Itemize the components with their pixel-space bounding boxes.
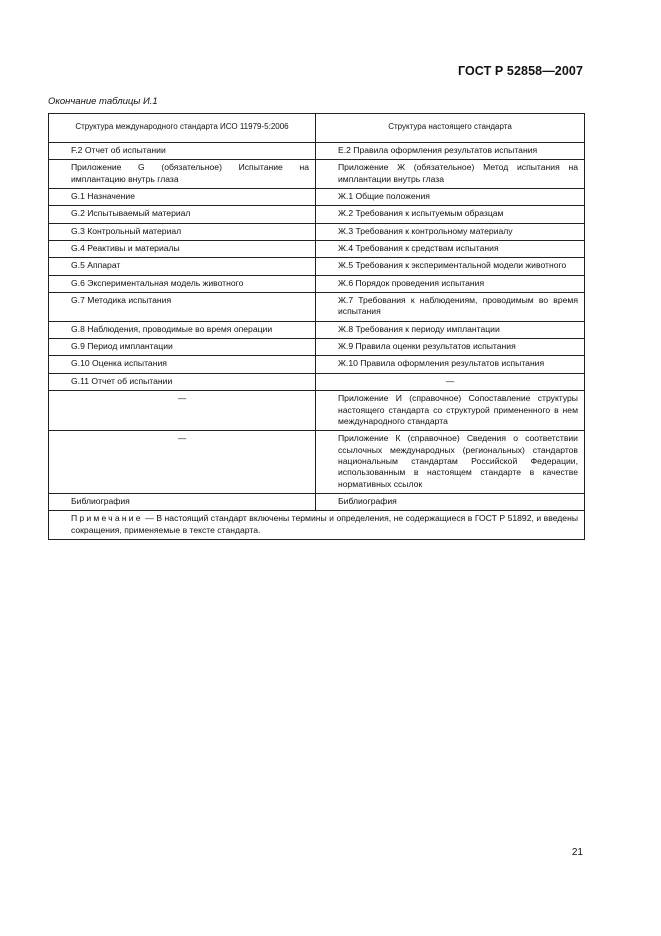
cell-international: G.5 Аппарат xyxy=(49,258,316,275)
column-header-international: Структура международного стандарта ИСО 11979-5:2006 xyxy=(49,114,316,143)
cell-international: G.8 Наблюдения, проводимые во время операции xyxy=(49,321,316,338)
cell-national: Ж.10 Правила оформления результатов испытания xyxy=(316,356,585,373)
cell-national: Ж.6 Порядок проведения испытания xyxy=(316,275,585,292)
table-row xyxy=(49,391,585,431)
cell-national: Ж.1 Общие положения xyxy=(316,189,585,206)
cell-national: Приложение Ж (обязательное) Метод испытания на имплантации внутрь глаза xyxy=(316,160,585,189)
document-code: ГОСТ Р 52858—2007 xyxy=(457,64,583,78)
cell-international: Приложение G (обязательное) Испытание на имплантацию внутрь глаза xyxy=(49,160,316,189)
cell-national: Ж.2 Требования к испытуемым образцам xyxy=(316,206,585,223)
cell-international: G.4 Реактивы и материалы xyxy=(49,241,316,258)
table-row xyxy=(49,160,585,189)
column-header-national: Структура настоящего стандарта xyxy=(316,114,585,143)
table-row xyxy=(49,241,585,258)
cell-international: G.3 Контрольный материал xyxy=(49,223,316,240)
cell-international-dash: — xyxy=(49,431,316,494)
correspondence-table xyxy=(48,113,585,540)
note-label: Примечание xyxy=(71,513,143,524)
cell-national: Ж.4 Требования к средствам испытания xyxy=(316,241,585,258)
cell-international: G.7 Методика испытания xyxy=(49,293,316,322)
note-text: — В настоящий стандарт включены термины и определения, не содержащиеся в ГОСТ Р 51892, и введены сокращения, применяемые в тексте стандарта. xyxy=(71,513,579,535)
cell-national: Ж.3 Требования к контрольному материалу xyxy=(316,223,585,240)
cell-national: Приложение К (справочное) Сведения о соответствии ссылочных международных (региональных) стандартов национальным стандартам Российской Федерации, использованным в настоящем стандарте в качестве нормативных ссылок xyxy=(316,431,585,494)
cell-national-dash: — xyxy=(316,373,585,390)
table-row xyxy=(49,275,585,292)
table-row xyxy=(49,223,585,240)
cell-national: Приложение И (справочное) Сопоставление структуры настоящего стандарта со структурой примененного в нем международного стандарта xyxy=(316,391,585,431)
table-row xyxy=(49,356,585,373)
table-note-row xyxy=(49,511,585,540)
cell-national: Ж.7 Требования к наблюдениям, проводимым во время испытания xyxy=(316,293,585,322)
table-row xyxy=(49,143,585,160)
table-row xyxy=(49,339,585,356)
cell-international: G.2 Испытываемый материал xyxy=(49,206,316,223)
table-row xyxy=(49,189,585,206)
table-note xyxy=(49,511,585,540)
table-row xyxy=(49,321,585,338)
cell-international: G.11 Отчет об испытании xyxy=(49,373,316,390)
cell-international: G.9 Период имплантации xyxy=(49,339,316,356)
cell-international: G.6 Экспериментальная модель животного xyxy=(49,275,316,292)
cell-international-dash: — xyxy=(49,391,316,431)
table-caption: Окончание таблицы И.1 xyxy=(48,96,158,107)
cell-national: Ж.5 Требования к экспериментальной модели животного xyxy=(316,258,585,275)
cell-international: F.2 Отчет об испытании xyxy=(49,143,316,160)
table-row xyxy=(49,258,585,275)
cell-national: Е.2 Правила оформления результатов испытания xyxy=(316,143,585,160)
page-number: 21 xyxy=(571,847,583,858)
cell-national: Библиография xyxy=(316,493,585,510)
table-header-row xyxy=(49,114,585,143)
table-row xyxy=(49,431,585,494)
cell-international: G.1 Назначение xyxy=(49,189,316,206)
cell-international: Библиография xyxy=(49,493,316,510)
table-row xyxy=(49,373,585,390)
cell-national: Ж.8 Требования к периоду имплантации xyxy=(316,321,585,338)
cell-national: Ж.9 Правила оценки результатов испытания xyxy=(316,339,585,356)
table-row xyxy=(49,493,585,510)
cell-international: G.10 Оценка испытания xyxy=(49,356,316,373)
table-row xyxy=(49,293,585,322)
table-row xyxy=(49,206,585,223)
